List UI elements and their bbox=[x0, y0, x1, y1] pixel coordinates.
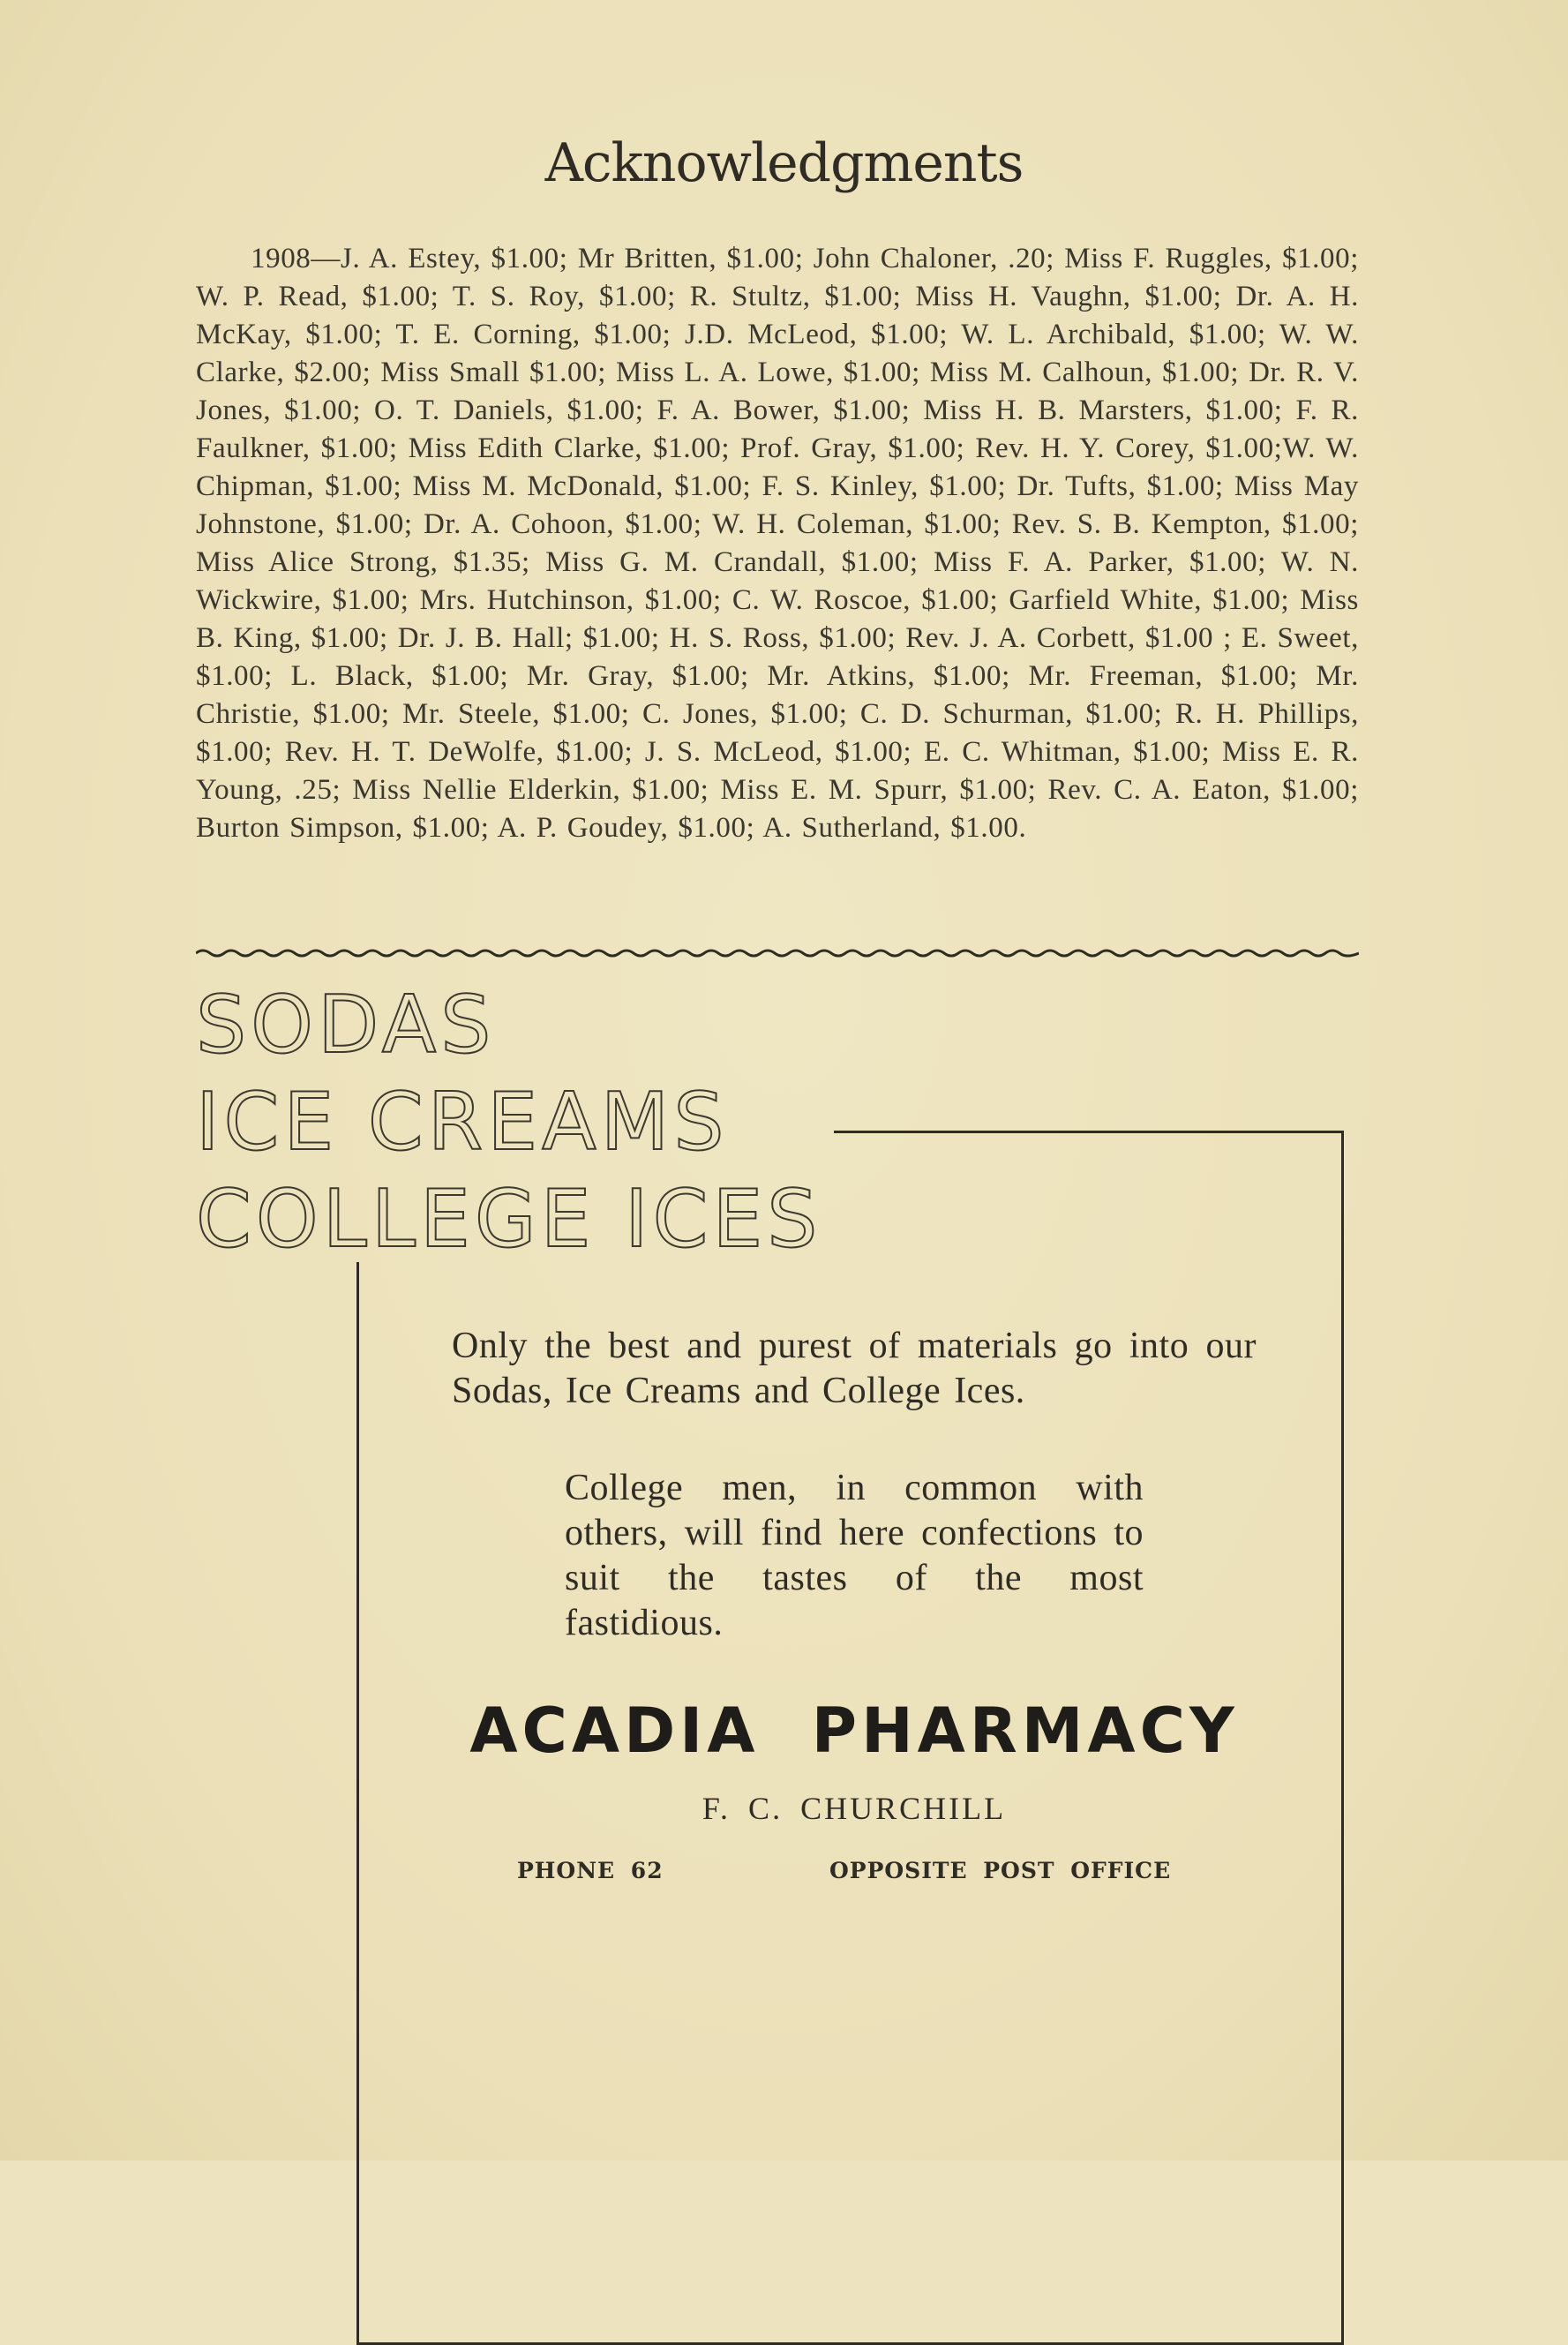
page-title: Acknowledgments bbox=[544, 132, 1024, 194]
store-location: OPPOSITE POST OFFICE bbox=[829, 1858, 1172, 1883]
wavy-divider bbox=[196, 943, 1359, 964]
ad-paragraph-college-men: College men, in common with others, will find here confections to suit the tastes of the most fastidious. bbox=[565, 1468, 1144, 1643]
business-name: ACADIA PHARMACY bbox=[469, 1695, 1239, 1767]
proprietor-name: F. C. CHURCHILL bbox=[701, 1791, 1007, 1826]
ad-heading-ice-creams: ICE CREAMS bbox=[196, 1076, 729, 1169]
acknowledgments-list: 1908—J. A. Estey, $1.00; Mr Britten, $1.00; John Chaloner, .20; Miss F. Ruggles, $1.00; W. P. Read, $1.00; T. S. Roy, $1.00; R. Stultz, $1.00; Miss H. Vaughn, $1.00; Dr. A. H. McKay, $1.00; T. E. Corning, $1.00; J.D. McLeod, $1.00; W. L. Archibald, $1.00; W. W. Clarke, $2.00; Miss Small $1.00; Miss L. A. Lowe, $1.00; Miss M. Calhoun, $1.00; Dr. R. V. Jones, $1.00; O. T. Daniels, $1.00; F. A. Bower, $1.00; Miss H. B. Marsters, $1.00; F. R. Faulkner, $1.00; Miss Edith Clarke, $1.00; Prof. Gray, $1.00; Rev. H. Y. Corey, $1.00;W. W. Chipman, $1.00; Miss M. McDonald, $1.00; F. S. Kinley, $1.00; Dr. Tufts, $1.00; Miss May Johnstone, $1.00; Dr. A. Cohoon, $1.00; W. H. Coleman, $1.00; Rev. S. B. Kempton, $1.00; Miss Alice Strong, $1.35; Miss G. M. Crandall, $1.00; Miss F. A. Parker, $1.00; W. N. Wickwire, $1.00; Mrs. Hutchinson, $1.00; C. W. Roscoe, $1.00; Garfield White, $1.00; Miss B. King, $1.00; Dr. J. B. Hall; $1.00; H. S. Ross, $1.00; Rev. J. A. Corbett, $1.00 ; E. Sweet, $1.00; L. Black, $1.00; Mr. Gray, $1.00; Mr. Atkins, $1.00; Mr. Freeman, $1.00; Mr. Christie, $1.00; Mr. Steele, $1.00; C. Jones, $1.00; C. D. Schurman, $1.00; R. H. Phillips, $1.00; Rev. H. T. DeWolfe, $1.00; J. S. McLeod, $1.00; E. C. Whitman, $1.00; Miss E. R. Young, .25; Miss Nellie Elderkin, $1.00; Miss E. M. Spurr, $1.00; Rev. C. A. Eaton, $1.00; Burton Simpson, $1.00; A. P. Goudey, $1.00; A. Sutherland, $1.00. bbox=[196, 243, 1359, 844]
ad-heading-sodas: SODAS bbox=[196, 979, 496, 1071]
phone-number: PHONE 62 bbox=[517, 1858, 664, 1883]
ad-frame-top-line bbox=[834, 1131, 1344, 1133]
ad-paragraph-materials: Only the best and purest of materials go into our Sodas, Ice Creams and College Ices. bbox=[452, 1326, 1257, 1411]
ad-heading-college-ices: COLLEGE ICES bbox=[196, 1173, 822, 1266]
